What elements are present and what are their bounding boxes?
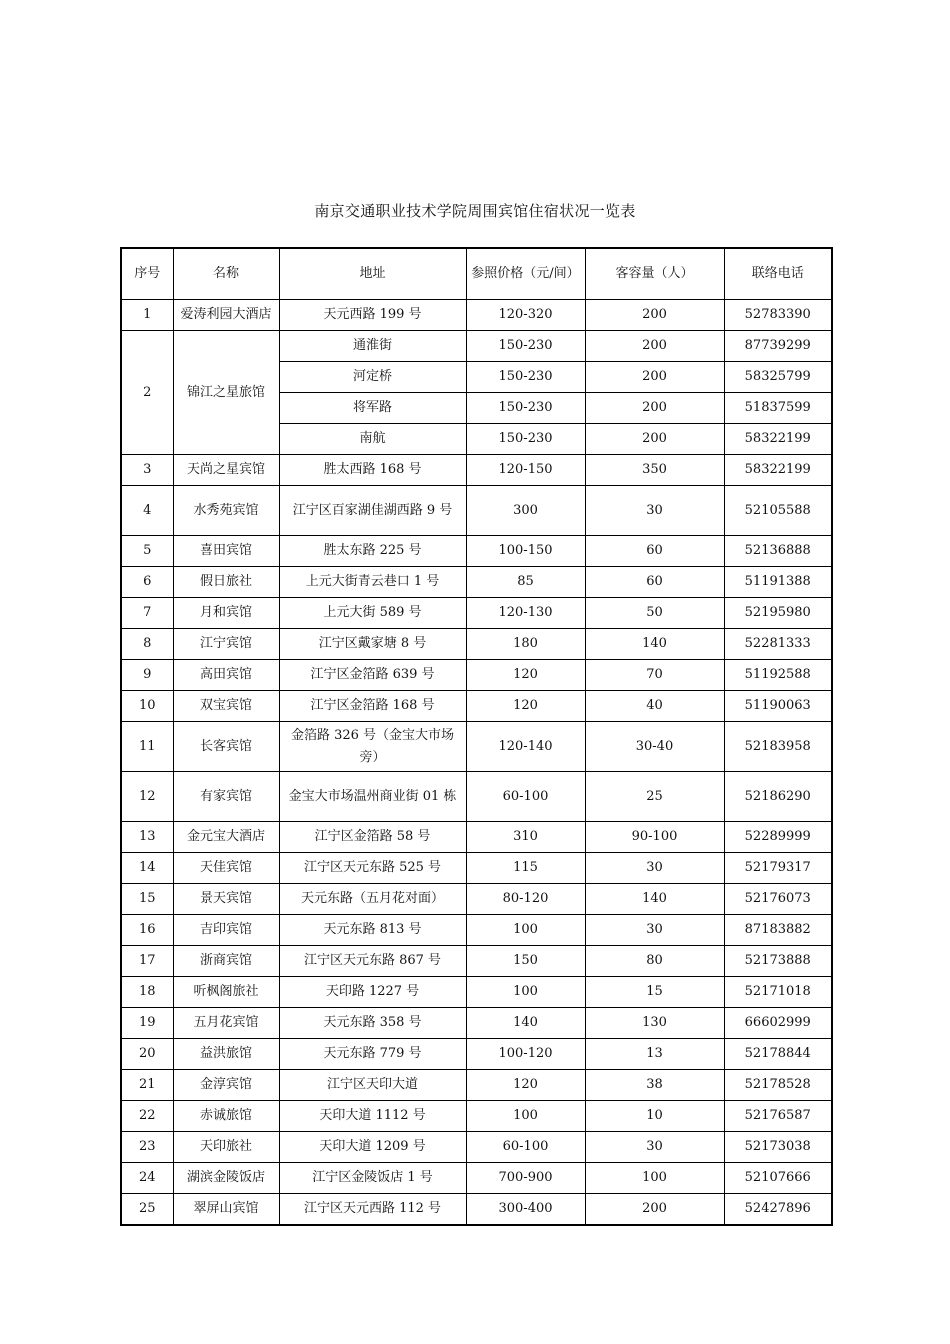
cell-name: 天佳宾馆 [173, 853, 279, 884]
cell-name: 长客宾馆 [173, 722, 279, 772]
cell-index: 20 [121, 1039, 173, 1070]
header-address: 地址 [279, 248, 466, 300]
cell-phone: 51192588 [724, 660, 832, 691]
cell-phone: 87739299 [724, 331, 832, 362]
cell-capacity: 200 [585, 424, 724, 455]
cell-index: 14 [121, 853, 173, 884]
cell-phone: 52179317 [724, 853, 832, 884]
cell-capacity: 30 [585, 1132, 724, 1163]
cell-address: 金宝大市场温州商业街 01 栋 [279, 772, 466, 822]
cell-phone: 52281333 [724, 629, 832, 660]
cell-name: 益洪旅馆 [173, 1039, 279, 1070]
cell-capacity: 200 [585, 362, 724, 393]
cell-price: 150-230 [466, 424, 585, 455]
cell-index: 25 [121, 1194, 173, 1226]
table-row [121, 1039, 832, 1070]
table-row [121, 1163, 832, 1194]
cell-name: 听枫阁旅社 [173, 977, 279, 1008]
cell-price: 100-150 [466, 536, 585, 567]
table-row [121, 455, 832, 486]
cell-name: 双宝宾馆 [173, 691, 279, 722]
cell-name: 赤诚旅馆 [173, 1101, 279, 1132]
cell-capacity: 60 [585, 536, 724, 567]
cell-address: 天元东路 779 号 [279, 1039, 466, 1070]
cell-capacity: 30 [585, 486, 724, 536]
cell-index: 6 [121, 567, 173, 598]
cell-phone: 52173888 [724, 946, 832, 977]
cell-phone: 58322199 [724, 455, 832, 486]
table-row [121, 536, 832, 567]
cell-phone: 52173038 [724, 1132, 832, 1163]
cell-price: 80-120 [466, 884, 585, 915]
cell-price: 100 [466, 915, 585, 946]
table-row [121, 300, 832, 331]
cell-index: 21 [121, 1070, 173, 1101]
cell-address: 江宁区天元东路 867 号 [279, 946, 466, 977]
cell-phone: 87183882 [724, 915, 832, 946]
cell-capacity: 100 [585, 1163, 724, 1194]
table-row [121, 853, 832, 884]
cell-price: 100 [466, 977, 585, 1008]
cell-price: 150-230 [466, 331, 585, 362]
cell-address: 江宁区金箔路 58 号 [279, 822, 466, 853]
cell-index: 23 [121, 1132, 173, 1163]
cell-address: 江宁区天元东路 525 号 [279, 853, 466, 884]
cell-address: 南航 [279, 424, 466, 455]
cell-address: 上元大街青云巷口 1 号 [279, 567, 466, 598]
cell-name: 金元宝大酒店 [173, 822, 279, 853]
cell-capacity: 70 [585, 660, 724, 691]
cell-price: 120-320 [466, 300, 585, 331]
cell-index: 8 [121, 629, 173, 660]
cell-name: 高田宾馆 [173, 660, 279, 691]
table-row [121, 331, 832, 362]
cell-price: 120-150 [466, 455, 585, 486]
cell-price: 115 [466, 853, 585, 884]
cell-capacity: 140 [585, 629, 724, 660]
cell-capacity: 80 [585, 946, 724, 977]
cell-phone: 66602999 [724, 1008, 832, 1039]
cell-address: 胜太东路 225 号 [279, 536, 466, 567]
cell-address: 天印路 1227 号 [279, 977, 466, 1008]
cell-index: 22 [121, 1101, 173, 1132]
cell-name: 锦江之星旅馆 [173, 331, 279, 455]
cell-capacity: 30 [585, 915, 724, 946]
cell-price: 150-230 [466, 362, 585, 393]
cell-capacity: 15 [585, 977, 724, 1008]
cell-name: 月和宾馆 [173, 598, 279, 629]
cell-capacity: 200 [585, 300, 724, 331]
cell-address: 金箔路 326 号（金宝大市场旁） [279, 722, 466, 772]
cell-price: 310 [466, 822, 585, 853]
cell-address: 胜太西路 168 号 [279, 455, 466, 486]
table-row [121, 629, 832, 660]
cell-price: 140 [466, 1008, 585, 1039]
cell-address: 江宁区戴家塘 8 号 [279, 629, 466, 660]
cell-address: 江宁区百家湖佳湖西路 9 号 [279, 486, 466, 536]
cell-phone: 51190063 [724, 691, 832, 722]
cell-capacity: 10 [585, 1101, 724, 1132]
cell-name: 景天宾馆 [173, 884, 279, 915]
cell-price: 120-140 [466, 722, 585, 772]
cell-price: 150 [466, 946, 585, 977]
cell-index: 17 [121, 946, 173, 977]
cell-capacity: 50 [585, 598, 724, 629]
cell-phone: 52178528 [724, 1070, 832, 1101]
cell-price: 120-130 [466, 598, 585, 629]
cell-phone: 52183958 [724, 722, 832, 772]
table-row [121, 772, 832, 822]
cell-price: 100-120 [466, 1039, 585, 1070]
cell-phone: 52186290 [724, 772, 832, 822]
cell-index: 1 [121, 300, 173, 331]
cell-address: 天印大道 1112 号 [279, 1101, 466, 1132]
table-row [121, 486, 832, 536]
cell-price: 120 [466, 1070, 585, 1101]
cell-name: 湖滨金陵饭店 [173, 1163, 279, 1194]
cell-capacity: 200 [585, 393, 724, 424]
table-header-row [121, 248, 832, 300]
cell-index: 9 [121, 660, 173, 691]
table-row [121, 567, 832, 598]
cell-index: 7 [121, 598, 173, 629]
cell-name: 有家宾馆 [173, 772, 279, 822]
cell-price: 120 [466, 660, 585, 691]
cell-index: 11 [121, 722, 173, 772]
cell-phone: 51837599 [724, 393, 832, 424]
cell-capacity: 140 [585, 884, 724, 915]
cell-address: 通淮街 [279, 331, 466, 362]
cell-index: 19 [121, 1008, 173, 1039]
cell-price: 180 [466, 629, 585, 660]
cell-phone: 58322199 [724, 424, 832, 455]
cell-name: 天印旅社 [173, 1132, 279, 1163]
cell-price: 300 [466, 486, 585, 536]
page-title: 南京交通职业技术学院周围宾馆住宿状况一览表 [314, 202, 636, 220]
table-row [121, 884, 832, 915]
cell-phone: 52195980 [724, 598, 832, 629]
cell-price: 100 [466, 1101, 585, 1132]
cell-index: 15 [121, 884, 173, 915]
cell-index: 3 [121, 455, 173, 486]
cell-index: 13 [121, 822, 173, 853]
cell-phone: 52171018 [724, 977, 832, 1008]
cell-capacity: 40 [585, 691, 724, 722]
cell-phone: 52178844 [724, 1039, 832, 1070]
table-row [121, 946, 832, 977]
cell-address: 天元西路 199 号 [279, 300, 466, 331]
cell-price: 150-230 [466, 393, 585, 424]
header-index: 序号 [121, 248, 173, 300]
table-row [121, 1101, 832, 1132]
cell-name: 五月花宾馆 [173, 1008, 279, 1039]
cell-capacity: 60 [585, 567, 724, 598]
cell-address: 河定桥 [279, 362, 466, 393]
cell-phone: 52176587 [724, 1101, 832, 1132]
cell-price: 85 [466, 567, 585, 598]
table-body [121, 300, 832, 1226]
cell-name: 天尚之星宾馆 [173, 455, 279, 486]
cell-capacity: 200 [585, 1194, 724, 1226]
cell-name: 水秀苑宾馆 [173, 486, 279, 536]
cell-address: 江宁区天元西路 112 号 [279, 1194, 466, 1226]
table-row [121, 1132, 832, 1163]
cell-address: 江宁区金箔路 639 号 [279, 660, 466, 691]
cell-address: 天印大道 1209 号 [279, 1132, 466, 1163]
cell-phone: 58325799 [724, 362, 832, 393]
cell-address: 天元东路 358 号 [279, 1008, 466, 1039]
cell-phone: 52105588 [724, 486, 832, 536]
cell-index: 18 [121, 977, 173, 1008]
cell-name: 浙商宾馆 [173, 946, 279, 977]
cell-name: 金淳宾馆 [173, 1070, 279, 1101]
table-row [121, 722, 832, 772]
cell-address: 江宁区金陵饭店 1 号 [279, 1163, 466, 1194]
cell-phone: 52136888 [724, 536, 832, 567]
table-row [121, 977, 832, 1008]
cell-name: 喜田宾馆 [173, 536, 279, 567]
table-row [121, 1070, 832, 1101]
cell-name: 假日旅社 [173, 567, 279, 598]
cell-price: 60-100 [466, 1132, 585, 1163]
cell-capacity: 350 [585, 455, 724, 486]
table-row [121, 915, 832, 946]
cell-address: 天元东路 813 号 [279, 915, 466, 946]
cell-address: 江宁区天印大道 [279, 1070, 466, 1101]
cell-price: 120 [466, 691, 585, 722]
header-name: 名称 [173, 248, 279, 300]
cell-phone: 52107666 [724, 1163, 832, 1194]
cell-phone: 52289999 [724, 822, 832, 853]
table-row [121, 660, 832, 691]
cell-index: 2 [121, 331, 173, 455]
cell-address: 将军路 [279, 393, 466, 424]
cell-index: 4 [121, 486, 173, 536]
table-row [121, 1008, 832, 1039]
hotel-table [120, 247, 833, 1226]
cell-capacity: 13 [585, 1039, 724, 1070]
cell-capacity: 30 [585, 853, 724, 884]
cell-phone: 52176073 [724, 884, 832, 915]
cell-capacity: 30-40 [585, 722, 724, 772]
cell-address: 天元东路（五月花对面） [279, 884, 466, 915]
cell-name: 翠屏山宾馆 [173, 1194, 279, 1226]
cell-index: 10 [121, 691, 173, 722]
table-row [121, 822, 832, 853]
table-row [121, 598, 832, 629]
cell-price: 60-100 [466, 772, 585, 822]
cell-index: 12 [121, 772, 173, 822]
cell-phone: 52427896 [724, 1194, 832, 1226]
cell-name: 吉印宾馆 [173, 915, 279, 946]
header-phone: 联络电话 [724, 248, 832, 300]
cell-name: 江宁宾馆 [173, 629, 279, 660]
cell-index: 24 [121, 1163, 173, 1194]
cell-capacity: 38 [585, 1070, 724, 1101]
cell-phone: 51191388 [724, 567, 832, 598]
cell-price: 700-900 [466, 1163, 585, 1194]
cell-index: 5 [121, 536, 173, 567]
table-row [121, 1194, 832, 1226]
cell-index: 16 [121, 915, 173, 946]
cell-phone: 52783390 [724, 300, 832, 331]
table-row [121, 691, 832, 722]
cell-price: 300-400 [466, 1194, 585, 1226]
cell-capacity: 25 [585, 772, 724, 822]
header-capacity: 客容量（人） [585, 248, 724, 300]
cell-address: 江宁区金箔路 168 号 [279, 691, 466, 722]
header-price: 参照价格（元/间） [466, 248, 585, 300]
cell-address: 上元大街 589 号 [279, 598, 466, 629]
cell-name: 爱涛利园大酒店 [173, 300, 279, 331]
cell-capacity: 200 [585, 331, 724, 362]
cell-capacity: 90-100 [585, 822, 724, 853]
cell-capacity: 130 [585, 1008, 724, 1039]
